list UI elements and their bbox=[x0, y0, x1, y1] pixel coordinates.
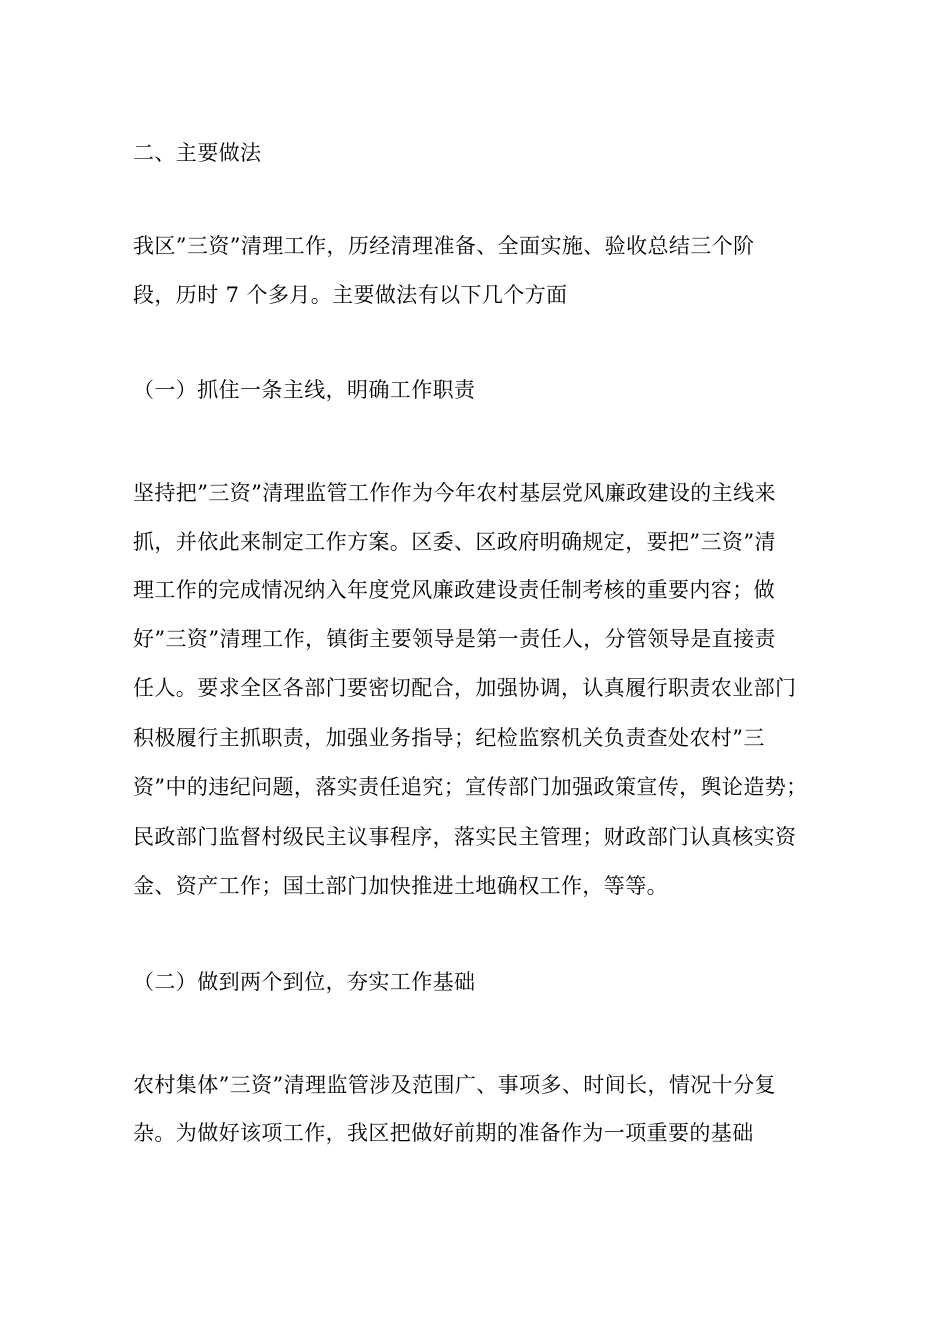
para1-line-3: 理工作的完成情况纳入年度党风廉政建设责任制考核的重要内容；做 bbox=[133, 578, 775, 602]
subheading-1: （一）抓住一条主线，明确工作职责 bbox=[133, 378, 476, 402]
intro-line-1: 我区”三资”清理工作，历经清理准备、全面实施、验收总结三个阶 bbox=[133, 234, 755, 258]
para1-line-6: 积极履行主抓职责，加强业务指导；纪检监察机关负责查处农村”三 bbox=[133, 726, 765, 750]
section-heading: 二、主要做法 bbox=[133, 141, 262, 165]
para1-line-2: 抓，并依此来制定工作方案。区委、区政府明确规定，要把”三资”清 bbox=[133, 530, 776, 554]
para1-line-9: 金、资产工作；国土部门加快推进土地确权工作，等等。 bbox=[133, 874, 668, 898]
para1-line-8: 民政部门监督村级民主议事程序，落实民主管理；财政部门认真核实资 bbox=[133, 825, 797, 849]
para1-line-1: 坚持把”三资”清理监管工作作为今年农村基层党风廉政建设的主线来 bbox=[133, 481, 776, 505]
intro-line-2: 段，历时 7 个多月。主要做法有以下几个方面 bbox=[133, 283, 568, 307]
para2-line-1: 农村集体”三资”清理监管涉及范围广、事项多、时间长，情况十分复 bbox=[133, 1073, 776, 1097]
para2-line-2: 杂。为做好该项工作，我区把做好前期的准备作为一项重要的基础 bbox=[133, 1121, 754, 1145]
para1-line-7: 资”中的违纪问题，落实责任追究；宣传部门加强政策宣传，舆论造势； bbox=[133, 775, 808, 799]
para1-line-4: 好”三资”清理工作，镇街主要领导是第一责任人，分管领导是直接责 bbox=[133, 627, 776, 651]
para1-line-5: 任人。要求全区各部门要密切配合，加强协调，认真履行职责农业部门 bbox=[133, 676, 797, 700]
subheading-2: （二）做到两个到位，夯实工作基础 bbox=[133, 970, 476, 994]
